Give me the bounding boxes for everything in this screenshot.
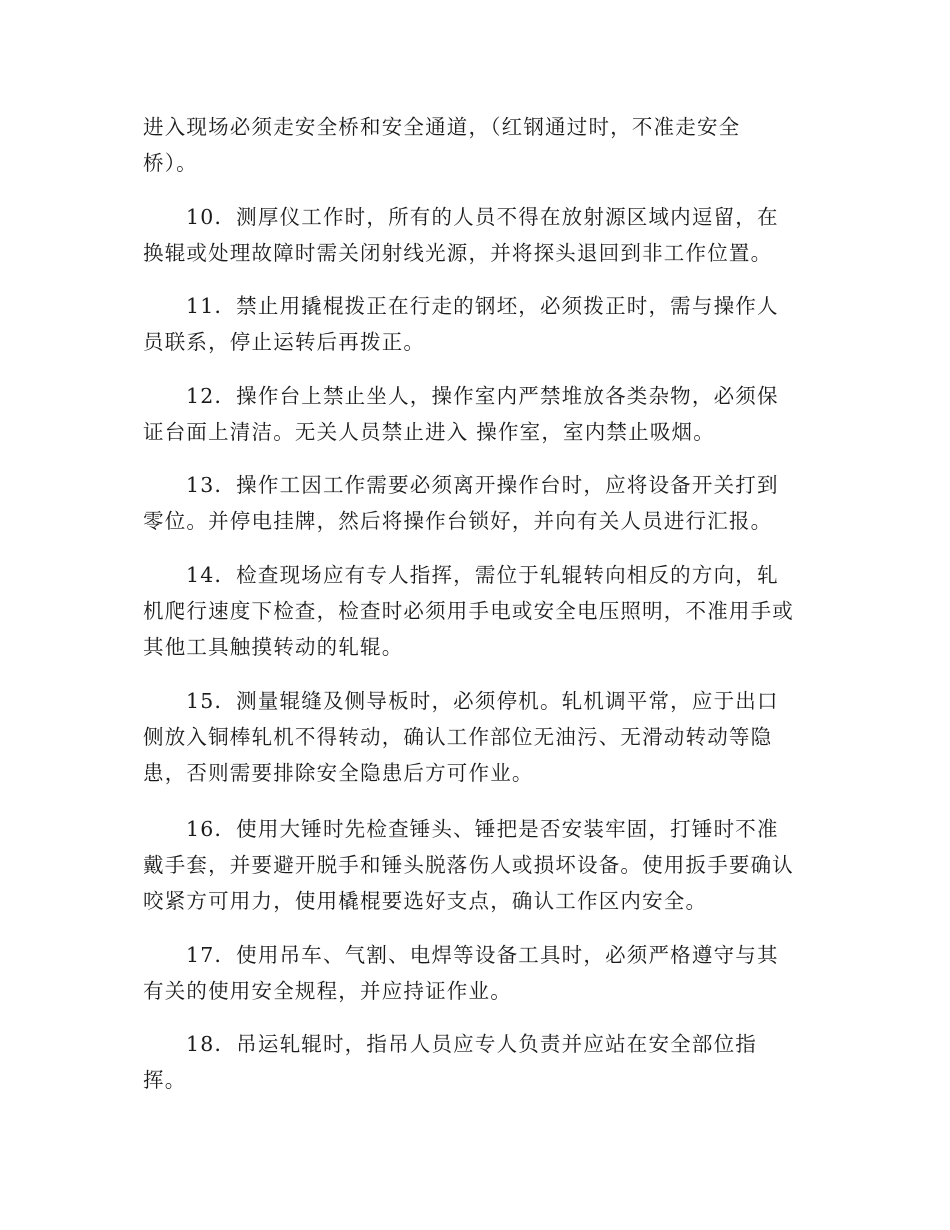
paragraph-12: 12．操作台上禁止坐人，操作室内严禁堆放各类杂物，必须保证台面上清洁。无关人员禁止进入 操作室，室内禁止吸烟。: [143, 384, 779, 444]
paragraph-17: 17．使用吊车、气割、电焊等设备工具时，必须严格遵守与其有关的使用安全规程，并应持证作业。: [143, 943, 779, 1003]
paragraph-13: 13．操作工因工作需要必须离开操作台时，应将设备开关打到零位。并停电挂牌，然后将操作台锁好，并向有关人员进行汇报。: [143, 473, 779, 533]
paragraph-continuation: 进入现场必须走安全桥和安全通道，（红钢通过时，不准走安全桥）。: [143, 115, 741, 175]
paragraph-10: 10．测厚仪工作时，所有的人员不得在放射源区域内逗留，在换辊或处理故障时需关闭射线光源，并将探头退回到非工作位置。: [143, 205, 779, 265]
paragraph-15: 15．测量辊缝及侧导板时，必须停机。轧机调平常，应于出口侧放入铜棒轧机不得转动，确认工作部位无油污、无滑动转动等隐患，否则需要排除安全隐患后方可作业。: [143, 689, 779, 785]
paragraph-14: 14．检查现场应有专人指挥，需位于轧辊转向相反的方向，轧机爬行速度下检查，检查时必须用手电或安全电压照明，不准用手或其他工具触摸转动的轧辊。: [143, 563, 794, 659]
paragraph-18: 18．吊运轧辊时，指吊人员应专人负责并应站在安全部位指挥。: [143, 1032, 757, 1092]
paragraph-11: 11．禁止用撬棍拨正在行走的钢坯，必须拨正时，需与操作人员联系，停止运转后再拨正。: [143, 294, 779, 354]
paragraph-16: 16．使用大锤时先检查锤头、锤把是否安装牢固，打锤时不准戴手套，并要避开脱手和锤头脱落伤人或损坏设备。使用扳手要确认咬紧方可用力，使用橇棍要选好支点，确认工作区内安全。: [143, 817, 794, 913]
